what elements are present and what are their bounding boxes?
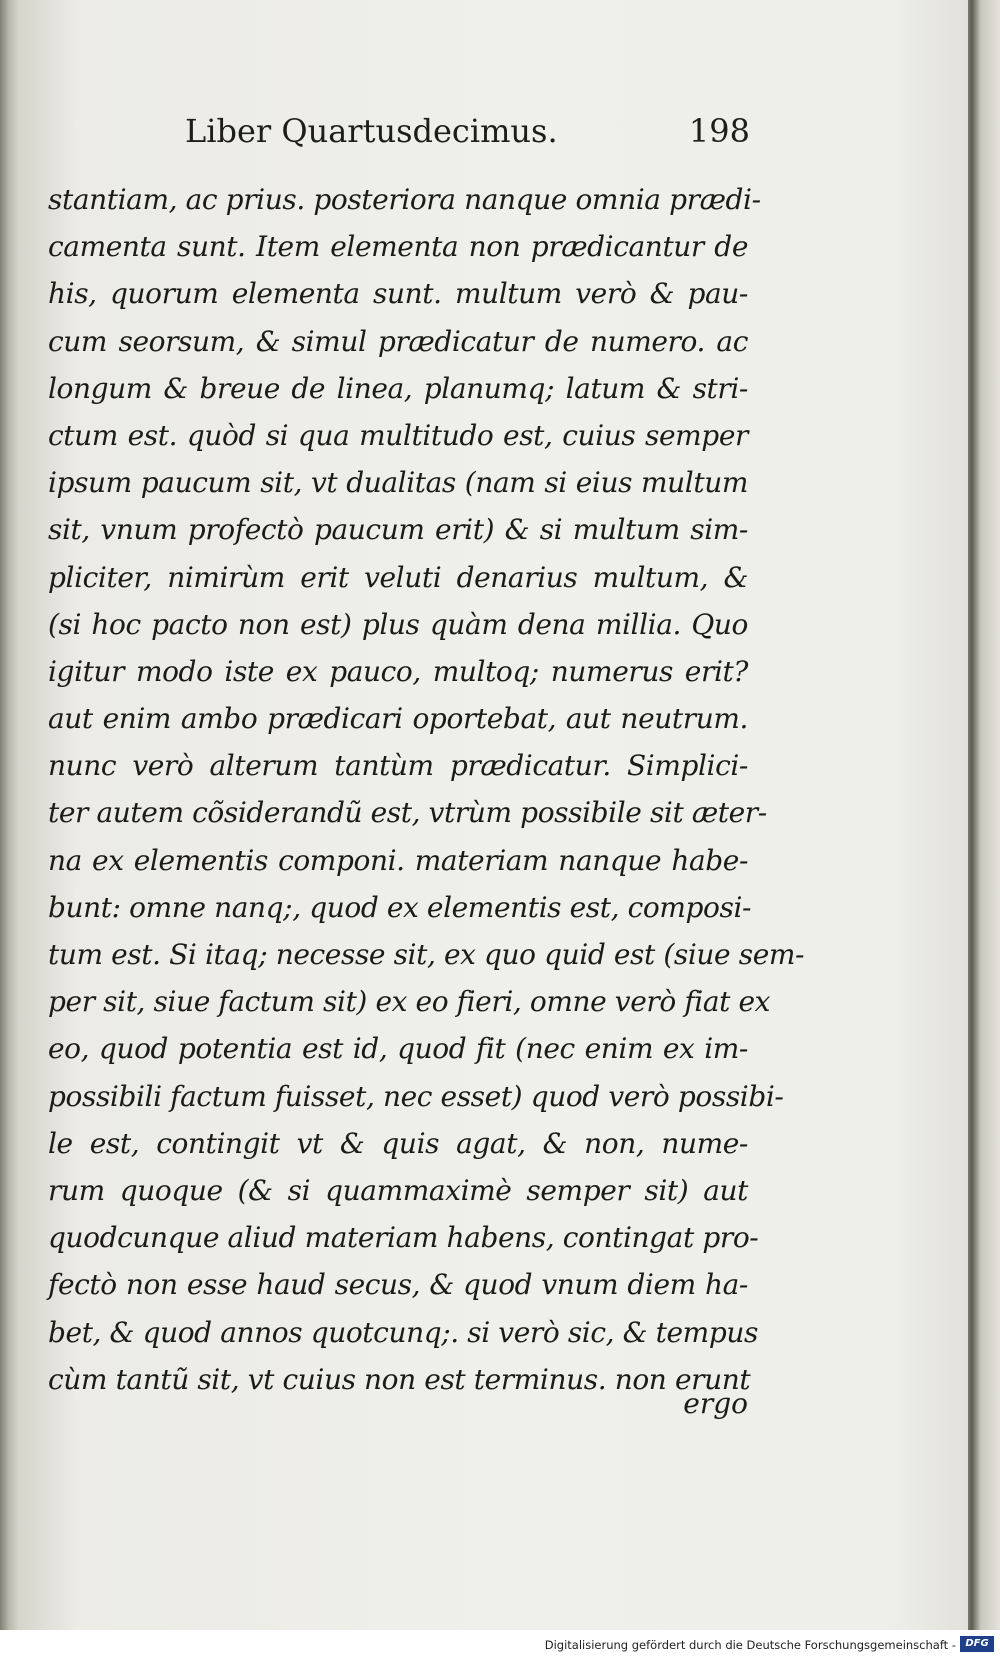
text-line: cum seorsum, & simul prædicatur de numero. ac: [48, 324, 748, 358]
text-line: na ex elementis componi. materiam nanque habe-: [48, 843, 748, 877]
text-line: pliciter, nimirùm erit veluti denarius multum, &: [48, 560, 748, 594]
text-line: (si hoc pacto non est) plus quàm dena millia. Quo: [48, 607, 748, 641]
funding-credit: Digitalisierung gefördert durch die Deutsche Forschungsgemeinschaft -: [544, 1638, 956, 1652]
text-line: quodcunque aliud materiam habens, contingat pro-: [48, 1221, 759, 1255]
text-line: longum & breue de linea, planumq; latum & stri-: [48, 371, 748, 405]
page-header: [185, 112, 750, 164]
page-number: 198: [688, 112, 750, 150]
text-line: ctum est. quòd si qua multitudo est, cuius semper: [48, 418, 748, 452]
text-line: bet, & quod annos quotcunq;. si verò sic, & tempus: [48, 1315, 758, 1349]
text-line: rum quoque (& si quammaximè semper sit) aut: [48, 1173, 748, 1207]
text-line: tum est. Si itaq; necesse sit, ex quo quid est (siue sem-: [48, 938, 805, 971]
body-text: [48, 176, 805, 1403]
book-gutter-shadow: [0, 0, 20, 1659]
text-line: ter autem cõsiderandũ est, vtrùm possibile sit æter-: [48, 796, 767, 830]
catchword: ergo: [683, 1387, 748, 1420]
dfg-logo: DFG: [960, 1636, 994, 1652]
text-line: nunc verò alterum tantùm prædicatur. Simplici-: [48, 749, 748, 783]
text-line: fectò non esse haud secus, & quod vnum diem ha-: [48, 1268, 748, 1302]
page-edge-shadow: [968, 0, 1000, 1630]
text-line: stantiam, ac prius. posteriora nanque omnia prædi-: [48, 183, 761, 216]
text-line: cùm tantũ sit, vt cuius non est terminus. non erunt: [48, 1362, 751, 1396]
running-title: Liber Quartusdecimus.: [185, 112, 558, 150]
text-line: his, quorum elementa sunt. multum verò & pau-: [48, 277, 748, 311]
text-line: possibili factum fuisset, nec esset) quod verò possibi-: [48, 1079, 784, 1113]
text-line: ipsum paucum sit, vt dualitas (nam si eius multum: [48, 466, 748, 500]
text-line: camenta sunt. Item elementa non prædicantur de: [48, 230, 748, 264]
text-line: per sit, siue factum sit) ex eo fieri, omne verò fiat ex: [48, 985, 771, 1019]
text-line: le est, contingit vt & quis agat, & non, nume-: [48, 1126, 748, 1160]
text-line: aut enim ambo prædicari oportebat, aut neutrum.: [48, 702, 748, 736]
text-line: bunt: omne nanq;, quod ex elementis est, composi-: [48, 890, 752, 924]
text-line: igitur modo iste ex pauco, multoq; numerus erit?: [48, 654, 748, 688]
text-line: eo, quod potentia est id, quod fit (nec enim ex im-: [48, 1032, 748, 1066]
text-line: sit, vnum profectò paucum erit) & si multum sim-: [48, 513, 748, 547]
